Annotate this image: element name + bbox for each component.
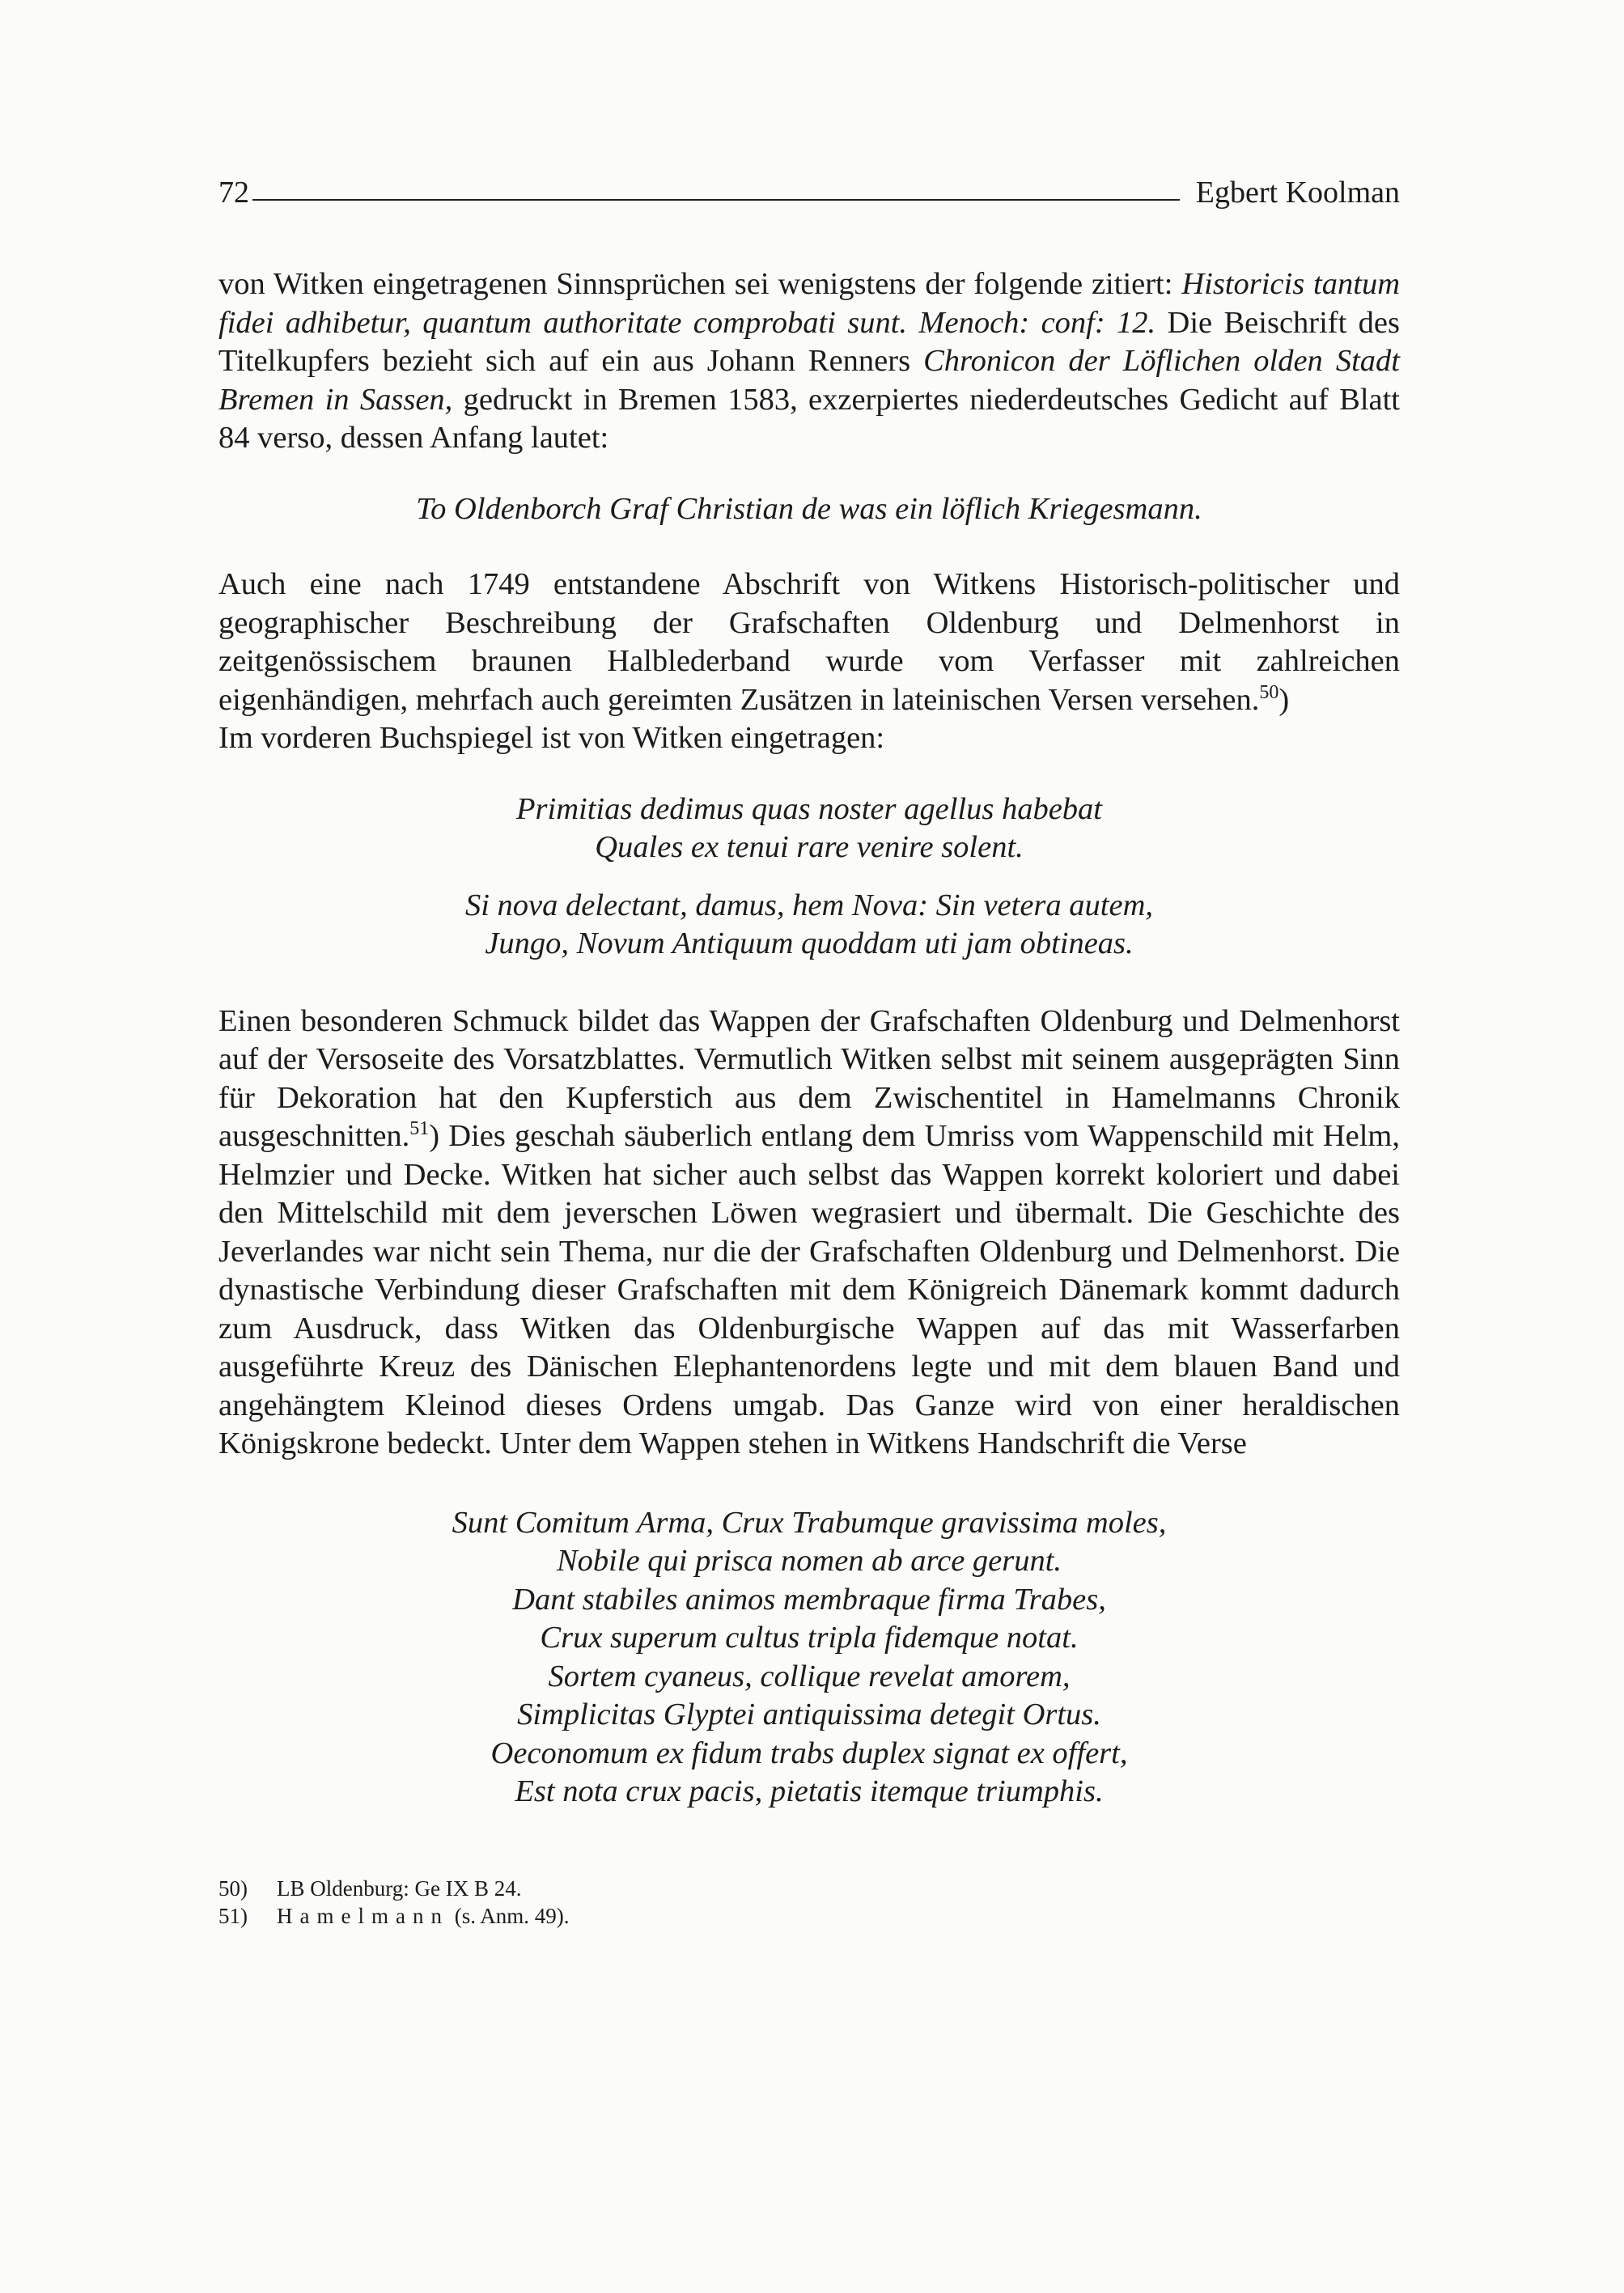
verse-line: Est nota crux pacis, pietatis itemque triumphis. [515,1774,1104,1808]
footnote-ref-50[interactable]: 50 [1259,681,1279,703]
paragraph-1 [218,265,1400,458]
paragraph-1-text-c: Die Beischrift des Titelkupfers bezieht sich auf ein aus Johann Renners [218,305,1400,378]
footnote-author-name: Hamelmann [277,1903,449,1928]
paragraph-2-text-a: Auch eine nach 1749 entstandene Abschrift von Witkens Historisch-politischer und geographischer Beschreibung der Grafschaften Oldenburg und Delmenhorst in zeitgenössischem braunen Halblederband wurde vom Verfasser mit zahlreichen eigenhändigen, mehrfach auch gereimten Zusätzen in lateinischen Versen versehen. [218,567,1400,717]
verse-line: Crux superum cultus tripla fidemque notat. [540,1621,1079,1655]
paragraph-1-text-a: von Witken eingetragenen Sinnsprüchen sei wenigstens der folgende zitiert: [218,267,1182,301]
verse-line: Quales ex tenui rare venire solent. [595,830,1024,864]
chronicon-title: Chronicon der Löflichen olden Stadt Bremen in Sassen, [218,344,1400,417]
paragraph-3-text-a: Einen besonderen Schmuck bildet das Wappen der Grafschaften Oldenburg und Delmenhorst auf der Versoseite des Vorsatzblattes. Vermutlich Witken selbst mit seinem ausgeprägten Sinn für Dekoration hat den Kupferstich aus dem Zwischentitel in Hamelmanns Chronik ausgeschnitten. [218,1003,1400,1153]
verse-line: Jungo, Novum Antiquum quoddam uti jam obtineas. [485,926,1134,960]
verse-line: Primitias dedimus quas noster agellus habebat [516,791,1102,826]
page-number: 72 [218,176,249,210]
footnote-number: 50) [218,1876,248,1901]
paragraph-1-text-e: gedruckt in Bremen 1583, exzerpiertes niederdeutsches Gedicht auf Blatt 84 verso, dessen Anfang lautet: [218,382,1400,455]
verse-2 [218,1504,1400,1812]
footnote-50 [218,1875,1400,1902]
footnote-text: LB Oldenburg: Ge IX B 24. [277,1876,522,1901]
verse-line: Oeconomum ex fidum trabs duplex signat ex offert, [490,1736,1128,1770]
page [218,162,1400,1930]
paragraph-3 [218,1002,1400,1464]
verse-1-stanza-2 [218,887,1400,964]
footnote-text: (s. Anm. 49). [448,1903,570,1928]
footnote-number: 51) [218,1903,248,1928]
verse-1-stanza-1 [218,790,1400,867]
header-rule [252,199,1180,201]
paragraph-2 [218,566,1400,758]
quote-1 [218,490,1400,529]
footnote-ref-51[interactable]: 51 [409,1118,430,1140]
verse-line: Nobile qui prisca nomen ab arce gerunt. [556,1544,1062,1578]
paragraph-2-text-c: Im vorderen Buchspiegel ist von Witken eingetragen: [218,721,885,755]
running-author: Egbert Koolman [1195,176,1400,210]
running-header [218,162,1400,210]
verse-line: Sunt Comitum Arma, Crux Trabumque gravissima moles, [452,1505,1167,1540]
footnote-51 [218,1902,1400,1930]
footnotes [218,1875,1400,1930]
paragraph-2-text-b: ) [1278,682,1290,717]
verse-line: Simplicitas Glyptei antiquissima detegit Ortus. [517,1697,1101,1731]
latin-quote: Historicis tantum fidei adhibetur, quantum authoritate comprobati sunt. Menoch: conf: 12. [218,267,1401,340]
quote-1-line: To Oldenborch Graf Christian de was ein löflich Kriegesmann. [416,491,1202,526]
verse-line: Si nova delectant, damus, hem Nova: Sin vetera autem, [464,888,1153,922]
paragraph-3-text-b: ) Dies geschah säuberlich entlang dem Umriss vom Wappenschild mit Helm, Helmzier und Decke. Witken hat sicher auch selbst das Wappen korrekt koloriert und dabei den Mittelschild mit dem jeverschen Löwen wegrasiert und übermalt. Die Geschichte des Jeverlandes war nicht sein Thema, nur die der Grafschaften Oldenburg und Delmenhorst. Die dynastische Verbindung dieser Grafschaften mit dem Königreich Dänemark kommt dadurch zum Ausdruck, dass Witken das Oldenburgische Wappen auf das mit Wasserfarben ausgeführte Kreuz des Dänischen Elephantenordens legte und mit dem blauen Band und angehängtem Kleinod dieses Ordens umgab. Das Ganze wird von einer heraldischen Königskrone bedeckt. Unter dem Wappen stehen in Witkens Handschrift die Verse [218,1119,1400,1460]
verse-line: Dant stabiles animos membraque firma Trabes, [512,1582,1106,1617]
verse-line: Sortem cyaneus, collique revelat amorem, [548,1659,1071,1693]
